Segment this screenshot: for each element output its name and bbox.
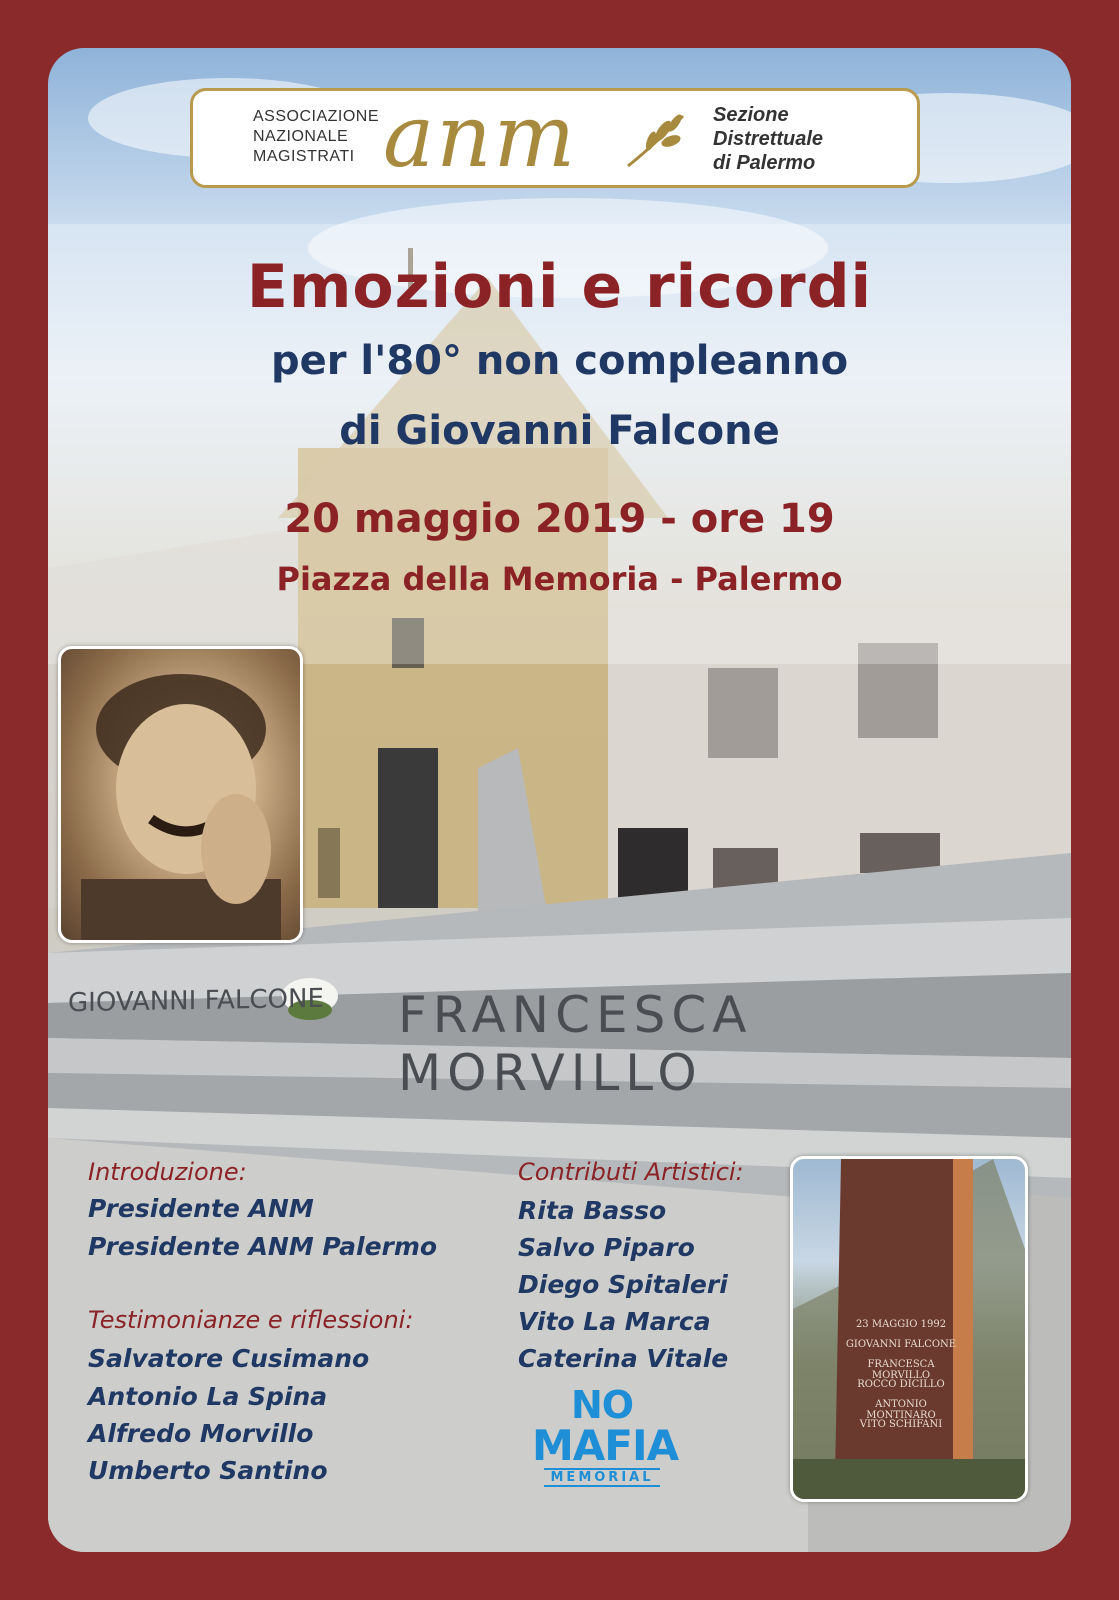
section-line-1: Sezione: [713, 104, 789, 126]
plaque-line: FRANCESCA MORVILLO: [867, 1359, 935, 1381]
event-subtitle-line-2: di Giovanni Falcone: [339, 408, 780, 454]
testimony-name: Umberto Santino: [88, 1456, 328, 1485]
testimony-name: Alfredo Morvillo: [88, 1419, 314, 1448]
intro-name: Presidente ANM Palermo: [88, 1232, 438, 1261]
anm-logo-box: [190, 88, 920, 188]
event-location: Piazza della Memoria - Palermo: [276, 560, 843, 598]
association-line-2: NAZIONALE: [253, 128, 349, 145]
artist-name: Diego Spitaleri: [518, 1270, 728, 1299]
artist-name: Caterina Vitale: [518, 1344, 729, 1373]
artist-name: Vito La Marca: [518, 1307, 711, 1336]
artist-name: Salvo Piparo: [518, 1233, 695, 1262]
event-date-time: 20 maggio 2019 - ore 19: [284, 496, 835, 542]
testimony-name: Salvatore Cusimano: [88, 1344, 370, 1373]
portrait-illustration: [61, 649, 300, 940]
nomafia-line-2: MAFIA: [532, 1421, 679, 1470]
inscription-francesca-morvillo: FRANCESCA MORVILLO: [398, 986, 753, 1102]
section-line-3: di Palermo: [713, 152, 816, 174]
event-subtitle-line-1: per l'80° non compleanno: [270, 338, 849, 384]
plaque-line: ANTONIO MONTINARO: [866, 1399, 936, 1421]
memorial-stele-photo: [790, 1156, 1028, 1502]
plaque-line: 23 MAGGIO 1992: [855, 1319, 947, 1330]
poster-card: [48, 48, 1071, 1552]
anm-logo-mark: anm: [383, 87, 578, 187]
testimony-heading: Testimonianze e riflessioni:: [88, 1306, 414, 1334]
plaque-line: GIOVANNI FALCONE: [845, 1339, 957, 1350]
association-name: [253, 107, 379, 167]
artistic-heading: Contributi Artistici:: [518, 1158, 744, 1186]
association-line-3: MAGISTRATI: [253, 148, 355, 165]
association-line-1: ASSOCIAZIONE: [253, 108, 380, 125]
plaque-line: VITO SCHIFANI: [859, 1419, 943, 1430]
intro-heading: Introduzione:: [88, 1158, 247, 1186]
event-title: Emozioni e ricordi: [246, 252, 873, 322]
nomafia-memorial-logo: [532, 1383, 679, 1487]
testimony-name: Antonio La Spina: [88, 1382, 328, 1411]
artist-name: Rita Basso: [518, 1196, 667, 1225]
inscription-giovanni-falcone: GIOVANNI FALCONE: [68, 983, 324, 1019]
section-line-2: Distrettuale: [713, 128, 824, 150]
wheat-icon: [623, 111, 693, 171]
section-name: [713, 103, 823, 175]
nomafia-line-3: MEMORIAL: [544, 1468, 660, 1487]
intro-name: Presidente ANM: [88, 1194, 314, 1223]
plaque-line: ROCCO DICILLO: [857, 1379, 945, 1390]
nomafia-line-1: NO: [570, 1383, 634, 1427]
falcone-portrait-photo: [58, 646, 303, 943]
